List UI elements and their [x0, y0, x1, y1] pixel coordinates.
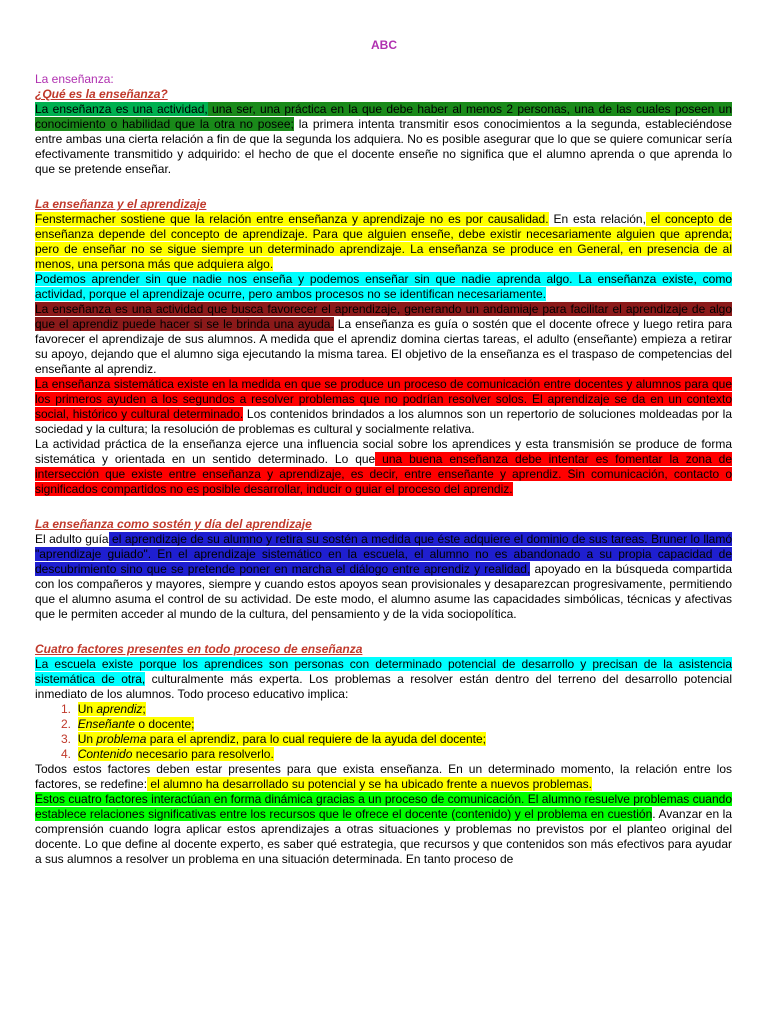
- list-marker: 4.: [61, 747, 72, 761]
- text-run: apoyado en la búsqueda compartida con los compañeros y mayores, siempre y cuando estos apoyos sean provisionales y desaparezcan progresivamente, permitiendo que el alumno asuma el control de su actividad. De este modo, el alumno asume las capacidades simbólicas, técnicas y afectivas que le permiten acceder al mundo de la cultura, del pensamiento y de la vida sociopolítica.: [35, 562, 732, 621]
- factor-list: [35, 702, 732, 762]
- paragraph: [35, 302, 732, 377]
- highlight-darkgreen: una ser, una práctica en la que debe haber al menos 2 personas, una de las cuales poseen un conocimiento o habilidad que la otra no posee;: [35, 102, 733, 131]
- document-body: [35, 72, 732, 867]
- list-item: [57, 747, 732, 762]
- text-run: necesario para resolverlo.: [132, 747, 274, 761]
- text-run: culturalmente más experta. Los problemas a resolver están dentro del terreno del desarrollo potencial inmediato de los alumnos. Todo proceso educativo implica:: [35, 672, 732, 701]
- highlight-yellow: el alumno ha desarrollado su potencial y se ha ubicado frente a nuevos problemas.: [147, 777, 593, 791]
- highlight-yellow: [78, 702, 146, 716]
- paragraph: [35, 532, 732, 622]
- text-run: El adulto guía: [35, 532, 109, 546]
- text-run: Un: [77, 732, 97, 746]
- emphasis: Contenido: [77, 747, 133, 761]
- highlight-red: La enseñanza sistemática existe en la medida en que se produce un proceso de comunicación entre docentes y alumnos para que los primeros ayuden a los segundos a resolver problemas que no podrían resolver solos. El aprendizaje se da en un contexto social, histórico y cultural determinado.: [35, 377, 732, 421]
- highlight-yellow: [78, 747, 274, 761]
- text-run: la primera intenta transmitir esos conocimientos a la segunda, estableciéndose entre ambas una cierta relación a fin de que la segunda los adquiera. No es posible asegurar que lo que se quiere comunicar sería efectivamente transmitido y adquirido: el hecho de que el docente enseñe no significa que el alumno aprenda o que aprenda lo que se pretende enseñar.: [35, 117, 732, 176]
- list-item: [57, 717, 732, 732]
- highlight-blue: En el aprendizaje sistemático en la escuela, el alumno no es abandonado a su propia capacidad de descubrimiento sino que se pretende poner en marcha el diálogo entre aprendiz y realidad,: [35, 547, 732, 576]
- emphasis: problema: [96, 732, 147, 746]
- highlight-cyan: Podemos aprender sin que nadie nos enseña y podemos enseñar sin que nadie aprenda algo. La enseñanza existe, como actividad, porque el aprendizaje ocurre, pero ambos procesos no se identifican necesariamente.: [35, 272, 732, 301]
- list-item: [57, 702, 732, 717]
- highlight-blue: el aprendizaje de su alumno y retira su sostén a medida que éste adquiere el dominio de sus tareas. Bruner lo llamó "aprendizaje guiado".: [35, 532, 732, 561]
- emphasis: Enseñante: [77, 717, 136, 731]
- text-run: Un: [77, 702, 97, 716]
- list-marker: 1.: [61, 702, 72, 716]
- text-run: La actividad práctica de la enseñanza ejerce una influencia social sobre los aprendices y esta transmisión se produce de forma sistemática y orientada en un sentido determinado. Lo que: [35, 437, 732, 466]
- emphasis: aprendiz: [96, 702, 143, 716]
- highlight-cyan: La escuela existe porque los aprendices son personas con determinado potencial de desarrollo y precisan de la asistencia sistemática de otra,: [35, 657, 732, 686]
- highlight-yellow: Fenstermacher sostiene que la relación entre enseñanza y aprendizaje no es por causalidad.: [35, 212, 549, 226]
- list-marker: 3.: [61, 732, 72, 746]
- highlight-maroon: La enseñanza es una actividad que busca favorecer el aprendizaje, generando un andamiaje para facilitar el aprendizaje de algo que el aprendiz puede hacer si se le brinda una ayuda.: [35, 302, 732, 331]
- topic-label: La enseñanza:: [35, 72, 114, 86]
- highlight-yellow: el concepto de enseñanza depende del concepto de aprendizaje. Para que alguien enseñe, debe existir necesariamente alguien que aprenda; pero de enseñar no se sigue siempre un determinado aprendizaje. La enseñanza se produce en General, en presencia de al menos, una persona más que adquiera algo.: [35, 212, 732, 271]
- paragraph: [35, 272, 732, 302]
- text-run: En esta relación,: [548, 212, 646, 226]
- paragraph: [35, 762, 732, 792]
- paragraph: [35, 377, 732, 437]
- text-run: Todos estos factores deben estar presentes para que exista enseñanza. En un determinado momento, la relación entre los factores, se redefine:: [35, 762, 732, 791]
- section-heading-que-es: ¿Qué es la enseñanza?: [35, 87, 168, 101]
- list-item: [57, 732, 732, 747]
- text-run: La enseñanza es guía o sostén que el docente ofrece y luego retira para favorecer el aprendizaje de sus alumnos. A medida que el aprendiz domina ciertas tareas, el adulto (enseñante) empieza a retirar su apoyo, dejando que el alumno siga ejecutando la misma tarea. El objetivo de la enseñanza es el traspaso de competencias del enseñante al aprendiz.: [35, 317, 732, 376]
- highlight-yellow: [78, 717, 195, 731]
- list-marker: 2.: [61, 717, 72, 731]
- highlight-yellow: [78, 732, 486, 746]
- paragraph: [35, 437, 732, 497]
- section-heading-sosten: La enseñanza como sostén y día del aprendizaje: [35, 517, 312, 531]
- text-run: para el aprendiz, para lo cual requiere de la ayuda del docente;: [146, 732, 486, 746]
- document-title: ABC: [371, 38, 397, 52]
- text-run: ;: [142, 702, 146, 716]
- highlight-lime: Estos cuatro factores interactúan en forma dinámica gracias a un proceso de comunicación. El alumno resuelve problemas cuando establece relaciones significativas entre los recursos que le ofrece el docente (contenido) y el problema en cuestión: [35, 792, 732, 821]
- highlight-green: La enseñanza es una actividad,: [35, 102, 208, 116]
- paragraph: [35, 792, 732, 867]
- text-run: Los contenidos brindados a los alumnos son un repertorio de soluciones moldeadas por la sociedad y la cultura; la resolución de problemas es cultural y socialmente relativa.: [35, 407, 732, 436]
- paragraph: [35, 102, 732, 177]
- highlight-red: una buena enseñanza debe intentar es fomentar la zona de intersección que existe entre enseñanza y aprendizaje, es decir, entre enseñante y aprendiz. Sin comunicación, contacto o significados compartidos no es posible desarrollar, inducir o guiar el proceso del aprendiz.: [35, 452, 733, 496]
- section-heading-ensenanza-aprendizaje: La enseñanza y el aprendizaje: [35, 197, 207, 211]
- paragraph: [35, 212, 732, 272]
- section-heading-cuatro-factores: Cuatro factores presentes en todo proceso de enseñanza: [35, 642, 363, 656]
- text-run: . Avanzar en la comprensión cuando logra aplicar estos aprendizajes a otras situaciones y problemas no previstos por el planteo original del docente. Lo que define al docente experto, es saber qué estrategia, que recursos y que contenidos son más efectivos para ayudar a sus alumnos a resolver un problema en una situación determinada. En tanto proceso de: [35, 807, 732, 866]
- paragraph: [35, 657, 732, 702]
- text-run: o docente;: [135, 717, 195, 731]
